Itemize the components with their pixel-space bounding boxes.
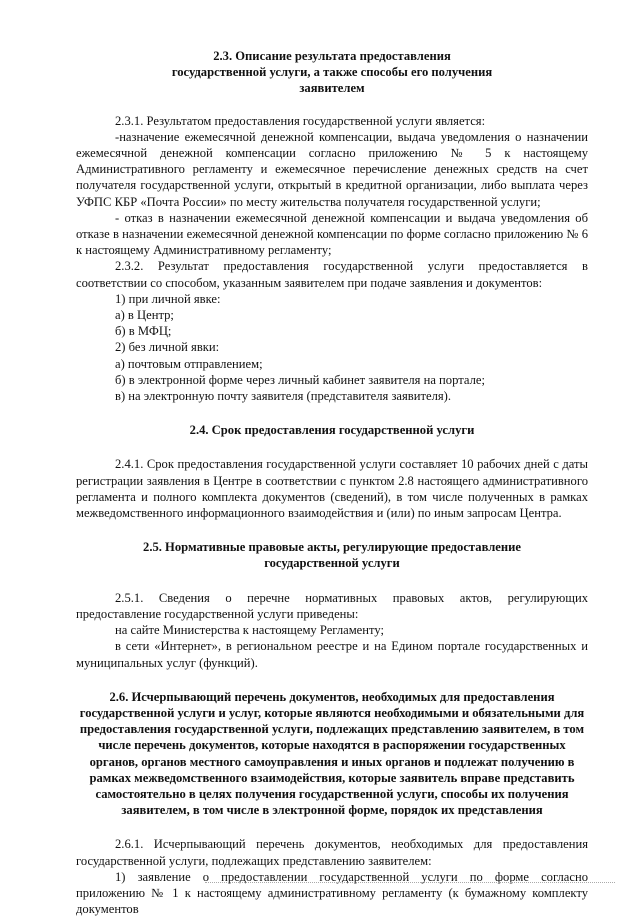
page-footer-rule bbox=[205, 882, 615, 883]
section-2-6-heading: 2.6. Исчерпывающий перечень документов, необходимых для предоставления государственной услуги и услуг, которые являются необходимыми и обязательными для предоставления государственной услуги, подлежащих представлению заявителем, в том числе перечень документов, которые находятся в распоряжении государственных органов, органов местного самоуправления и иных органов и подлежат получению в рамках межведомственного взаимодействия, которые заявитель вправе представить самостоятельно в целях получения государственной услуги, способы их получения заявителем, в том числе в электронной форме, порядок их представления bbox=[79, 689, 585, 818]
paragraph-2-3-1-refusal: - отказ в назначении ежемесячной денежной компенсации и выдача уведомления об отказе в назначении ежемесячной денежной компенсации по форме согласно приложению № 6 к настоящему Административному регламенту; bbox=[76, 210, 588, 258]
list-item: а) в Центр; bbox=[115, 308, 174, 323]
list-item: в) на электронную почту заявителя (представителя заявителя). bbox=[115, 389, 452, 404]
paragraph-2-3-1: 2.3.1. Результатом предоставления государственной услуги является: bbox=[115, 113, 486, 128]
section-2-5-heading: 2.5. Нормативные правовые акты, регулирующие предоставление государственной услуги bbox=[143, 540, 521, 571]
section-2-4-heading: 2.4. Срок предоставления государственной услуги bbox=[189, 423, 475, 438]
list-item: б) в МФЦ; bbox=[115, 324, 172, 339]
list-item: а) почтовым отправлением; bbox=[115, 356, 263, 371]
section-2-3-heading: 2.3. Описание результата предоставления государственной услуги, а также способы его получения заявителем bbox=[171, 49, 493, 96]
paragraph-2-6-1: 2.6.1. Исчерпывающий перечень документов, необходимых для предоставления государственной услуги, подлежащих представлению заявителем: bbox=[76, 837, 588, 868]
paragraph-2-6-1-item-1: 1) заявление о предоставлении государственной услуги по форме согласно приложению № 1 к настоящему административному регламенту (к бумажному комплекту документов bbox=[76, 869, 588, 917]
paragraph-2-4-1: 2.4.1. Срок предоставления государственной услуги составляет 10 рабочих дней с даты регистрации заявления в Центре в соответствии с пунктом 2.8 настоящего административного регламента и полного комплекта документов (сведений), в том числе полученных в рамках межведомственного информационного взаимодействия и (или) по иным запросам Центра. bbox=[76, 457, 588, 521]
list-item: 1) при личной явке: bbox=[115, 291, 221, 306]
list-item: б) в электронной форме через личный кабинет заявителя на портале; bbox=[115, 372, 485, 387]
paragraph-2-5-1: 2.5.1. Сведения о перечне нормативных правовых актов, регулирующих предоставление государственной услуги приведены: bbox=[76, 590, 588, 621]
list-item: на сайте Министерства к настоящему Регламенту; bbox=[115, 623, 384, 638]
list-item: 2) без личной явки: bbox=[115, 340, 220, 355]
document-page bbox=[76, 48, 588, 917]
paragraph-2-3-2: 2.3.2. Результат предоставления государственной услуги предоставляется в соответствии со способом, указанным заявителем при подаче заявления и документов: bbox=[76, 259, 588, 290]
paragraph-2-3-1-assignment: -назначение ежемесячной денежной компенсации, выдача уведомления о назначении ежемесячной денежной компенсации согласно приложению № 5 к настоящему Административного регламенту и ежемесячное перечисление денежных средств на счет получателя государственной услуги, открытый в кредитной организации, либо выплата через УФПС КБР «Почта России» по месту жительства получателя государственной услуги; bbox=[76, 129, 588, 209]
list-item: в сети «Интернет», в региональном реестре и на Едином портале государственных и муниципальных услуг (функций). bbox=[76, 639, 588, 670]
